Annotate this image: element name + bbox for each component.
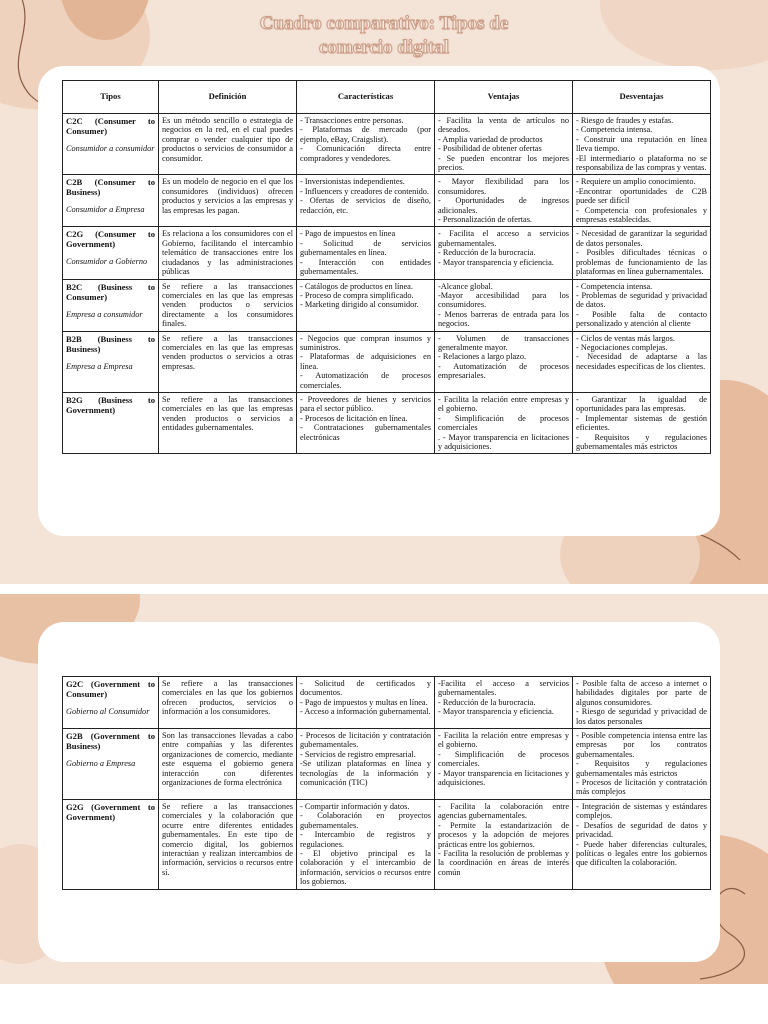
header-ventajas: Ventajas: [435, 81, 573, 114]
desventajas-item: - Posibles dificultades técnicas o problemas de funcionamiento de las plataformas en línea gubernamentales.: [576, 248, 707, 277]
ventajas-item: - Facilita la relación entre empresas y el gobierno.: [438, 731, 569, 750]
ventajas-item: - Mayor transparencia y eficiencia.: [438, 707, 554, 717]
desventajas-item: - Posible falta de acceso a internet o habilidades digitales por parte de algunos consumidores.: [576, 679, 707, 707]
ventajas-item: - Facilita la colaboración entre agencias gubernamentales.: [438, 801, 569, 821]
type-cell: [63, 114, 159, 175]
ventajas-cell: [435, 392, 573, 453]
caracteristicas-item: - Transacciones entre personas.: [300, 116, 404, 125]
ventajas-item: - Permite la estandarización de procesos y la adopción de mejores prácticas entre los gobiernos.: [438, 820, 569, 849]
table-row: [63, 392, 711, 453]
caracteristicas-cell: [297, 392, 435, 453]
desventajas-item: - Posible falta de contacto personalizado y atención al cliente: [576, 309, 707, 329]
caracteristicas-cell: [297, 331, 435, 392]
desventajas-item: - Desafíos de seguridad de datos y privacidad.: [576, 820, 707, 840]
definition-cell: Son las transacciones llevadas a cabo entre compañías y las diferentes organizaciones de comercio, mediante este esquema el gobierno genera interacción con diferentes organizaciones de forma electrónica: [159, 729, 297, 800]
caracteristicas-item: - Comunicación directa entre compradores y vendedores.: [300, 144, 431, 163]
desventajas-cell: [573, 677, 711, 729]
ventajas-item: -Alcance global.: [438, 281, 493, 291]
ventajas-cell: [435, 279, 573, 331]
caracteristicas-item: - Intercambio de registros y regulaciones.: [300, 830, 431, 849]
caracteristicas-cell: [297, 114, 435, 175]
comparison-table-2: [62, 676, 711, 890]
ventajas-item: - Personalización de ofertas.: [438, 215, 532, 225]
ventajas-item: . - Mayor transparencia en licitaciones y adquisiciones.: [438, 432, 569, 451]
definition-cell: Es relaciona a los consumidores con el Gobierno, facilitando el intercambio telemático de transacciones entre los ciudadanos y las administraciones públicas: [159, 227, 297, 279]
caracteristicas-item: - Procesos de licitación y contratación gubernamentales.: [300, 731, 431, 750]
caracteristicas-item: - Influencers y creadores de contenido.: [300, 186, 430, 196]
desventajas-item: - Necesidad de adaptarse a las necesidades específicas de los clientes.: [576, 352, 707, 371]
desventajas-item: - Problemas de seguridad y privacidad de datos.: [576, 290, 707, 310]
page-title: [0, 12, 768, 60]
caracteristicas-item: - Colaboración en proyectos gubernamentales.: [300, 811, 431, 830]
type-name: G2B (Government to Business): [66, 731, 155, 752]
desventajas-cell: [573, 114, 711, 175]
ventajas-item: - Facilita la resolución de problemas y la coordinación en áreas de interés común: [438, 848, 569, 877]
caracteristicas-item: - Negocios que compran insumos y suministros.: [300, 333, 431, 352]
desventajas-item: - Puede haber diferencias culturales, políticas o legales entre los gobiernos que dificulten la colaboración.: [576, 839, 707, 868]
table-row: [63, 729, 711, 800]
desventajas-cell: [573, 799, 711, 889]
caracteristicas-item: - Pago de impuestos en línea: [300, 229, 396, 239]
title-line-2: comercio digital: [319, 37, 449, 58]
ventajas-item: - Reducción de la burocracia.: [438, 697, 536, 707]
ventajas-item: - Amplia variedad de productos: [438, 134, 543, 144]
desventajas-item: - Ciclos de ventas más largos.: [576, 333, 675, 343]
table-row: [63, 114, 711, 175]
desventajas-item: - Posible competencia intensa entre las empresas por los contratos gubernamentales.: [576, 731, 707, 759]
ventajas-item: - Facilita la relación entre empresas y el gobierno.: [438, 394, 569, 414]
type-name: B2C (Business to Consumer): [66, 281, 155, 302]
caracteristicas-item: - Interacción con entidades gubernamentales.: [300, 257, 431, 277]
ventajas-cell: [435, 729, 573, 800]
desventajas-item: - Riesgo de fraudes y estafas.: [576, 116, 674, 125]
ventajas-item: - Facilita la venta de artículos no deseados.: [438, 116, 569, 135]
type-spanish-name: Consumidor a Empresa: [66, 205, 145, 215]
desventajas-item: - Negociaciones complejas.: [576, 342, 668, 352]
desventajas-item: - Construir una reputación en línea lleva tiempo.: [576, 134, 707, 154]
definition-cell: Es un modelo de negocio en el que los consumidores (individuos) ofrecen productos y servicios a las empresas y las empresas les pagan.: [159, 175, 297, 227]
definition-cell: Se refiere a las transacciones comerciales en las que los gobiernos ofrecen productos, servicios o información a los consumidores.: [159, 677, 297, 729]
caracteristicas-item: - Plataformas de adquisiciones en línea.: [300, 352, 431, 371]
caracteristicas-item: - Proveedores de bienes y servicios para el sector público.: [300, 394, 431, 414]
ventajas-item: -Mayor accesibilidad para los consumidores.: [438, 290, 569, 310]
desventajas-item: - Necesidad de garantizar la seguridad de datos personales.: [576, 229, 707, 248]
caracteristicas-item: - Solicitud de servicios gubernamentales en línea.: [300, 238, 431, 258]
caracteristicas-cell: [297, 175, 435, 227]
desventajas-item: - Garantizar la igualdad de oportunidades para las empresas.: [576, 394, 707, 414]
type-name: G2G (Government to Government): [66, 801, 155, 822]
desventajas-item: - Procesos de licitación y contratación más complejos: [576, 778, 707, 797]
caracteristicas-cell: [297, 279, 435, 331]
type-spanish-name: Gobierno al Consumidor: [66, 707, 150, 716]
header-definicion: Definición: [159, 81, 297, 114]
type-spanish-name: Gobierno a Empresa: [66, 759, 136, 769]
desventajas-cell: [573, 729, 711, 800]
caracteristicas-cell: [297, 799, 435, 889]
caracteristicas-item: - Inversionistas independientes.: [300, 177, 405, 187]
ventajas-cell: [435, 227, 573, 279]
ventajas-item: - Reducción de la burocracia.: [438, 248, 536, 258]
type-cell: [63, 331, 159, 392]
header-desventajas: Desventajas: [573, 81, 711, 114]
caracteristicas-item: - Solicitud de certificados y documentos.: [300, 679, 431, 698]
type-spanish-name: Empresa a consumidor: [66, 309, 143, 319]
type-name: B2B (Business to Business): [66, 333, 155, 354]
caracteristicas-item: - Marketing dirigido al consumidor.: [300, 300, 419, 310]
desventajas-cell: [573, 331, 711, 392]
table-row: [63, 279, 711, 331]
type-cell: [63, 279, 159, 331]
caracteristicas-item: - Plataformas de mercado (por ejemplo, eBay, Craigslist).: [300, 125, 431, 144]
header-caracteristicas: Características: [297, 81, 435, 114]
type-cell: [63, 677, 159, 729]
type-name: C2G (Consumer to Government): [66, 229, 155, 250]
desventajas-item: - Competencia intensa.: [576, 281, 653, 291]
desventajas-item: - Requisitos y regulaciones gubernamentales más estrictos: [576, 432, 707, 451]
desventajas-item: - Competencia con profesionales y empresas establecidas.: [576, 205, 707, 225]
ventajas-item: - Oportunidades de ingresos adicionales.: [438, 196, 569, 215]
definition-cell: Es un método sencillo o estrategia de negocios en la red, en el cual puedes comprar o vender cualquier tipo de productos o servicios de consumidor a consumidor.: [159, 114, 297, 175]
type-cell: [63, 175, 159, 227]
desventajas-item: - Integración de sistemas y estándares complejos.: [576, 801, 707, 821]
desventajas-item: - Competencia intensa.: [576, 125, 653, 135]
caracteristicas-cell: [297, 729, 435, 800]
desventajas-cell: [573, 279, 711, 331]
caracteristicas-item: - Catálogos de productos en línea.: [300, 281, 413, 291]
desventajas-item: -El intermediario o plataforma no se responsabiliza de las compras y ventas.: [576, 153, 707, 173]
ventajas-item: -Facilita el acceso a servicios gubernamentales.: [438, 679, 569, 698]
desventajas-item: - Implementar sistemas de gestión eficientes.: [576, 413, 707, 433]
caracteristicas-item: - Contrataciones gubernamentales electrónicas: [300, 423, 431, 442]
slide-2: [0, 594, 768, 984]
ventajas-item: - Mayor transparencia y eficiencia.: [438, 257, 554, 267]
ventajas-item: - Posibilidad de obtener ofertas: [438, 144, 542, 154]
ventajas-item: - Volumen de transacciones generalmente mayor.: [438, 333, 569, 352]
desventajas-item: - Requiere un amplio conocimiento.: [576, 177, 696, 187]
table-row: [63, 227, 711, 279]
caracteristicas-item: - Servicios de registro empresarial.: [300, 749, 416, 759]
definition-cell: Se refiere a las transacciones comerciales en las que las empresas venden productos o servicios a entidades gubernamentales.: [159, 392, 297, 453]
caracteristicas-item: - Procesos de licitación en línea.: [300, 413, 408, 423]
desventajas-cell: [573, 392, 711, 453]
ventajas-item: - Facilita el acceso a servicios gubernamentales.: [438, 229, 569, 248]
desventajas-cell: [573, 227, 711, 279]
ventajas-item: - Relaciones a largo plazo.: [438, 352, 527, 362]
type-name: B2G (Business to Government): [66, 394, 155, 415]
caracteristicas-item: - Pago de impuestos y multas en línea.: [300, 697, 428, 707]
table-row: [63, 175, 711, 227]
type-cell: [63, 729, 159, 800]
type-spanish-name: Consumidor a Gobierno: [66, 257, 148, 267]
ventajas-cell: [435, 114, 573, 175]
header-tipos: Tipos: [63, 81, 159, 114]
type-name: C2C (Consumer to Consumer): [66, 116, 155, 136]
caracteristicas-item: - Compartir información y datos.: [300, 801, 410, 811]
definition-cell: Se refiere a las transacciones comerciales en las que las empresas venden productos o servicios a otras empresas.: [159, 331, 297, 392]
desventajas-item: - Requisitos y regulaciones gubernamentales más estrictos: [576, 759, 707, 778]
ventajas-item: - Automatización de procesos empresariales.: [438, 361, 569, 381]
type-name: G2C (Government to Consumer): [66, 679, 155, 699]
caracteristicas-item: - Ofertas de servicios de diseño, redacción, etc.: [300, 196, 431, 215]
caracteristicas-cell: [297, 227, 435, 279]
type-spanish-name: Consumidor a consumidor: [66, 144, 155, 153]
caracteristicas-item: - Automatización de procesos comerciales.: [300, 371, 431, 390]
ventajas-item: - Se pueden encontrar los mejores precios.: [438, 153, 569, 173]
ventajas-item: - Mayor transparencia en licitaciones y adquisiciones.: [438, 768, 569, 788]
table-header-row: [63, 81, 711, 114]
definition-cell: Se refiere a las transacciones comerciales en las que las empresas venden productos o servicios directamente a los consumidores finales.: [159, 279, 297, 331]
table-row: [63, 799, 711, 889]
table-row: [63, 331, 711, 392]
title-line-1: Cuadro comparativo: Tipos de: [259, 13, 509, 34]
definition-cell: Se refiere a las transacciones comerciales y la colaboración que ocurre entre diferentes entidades gubernamentales. En este tipo de comercio digital, los gobiernos interactúan y realizan intercambios de información, servicios o recursos entre sí.: [159, 799, 297, 889]
comparison-table-1: [62, 80, 711, 454]
ventajas-item: - Simplificación de procesos comerciales.: [438, 749, 569, 769]
ventajas-item: - Simplificación de procesos comerciales: [438, 413, 569, 433]
ventajas-cell: [435, 799, 573, 889]
caracteristicas-item: - El objetivo principal es la colaboración y el intercambio de información, servicios o recursos entre los gobiernos.: [300, 848, 431, 887]
table-row: [63, 677, 711, 729]
ventajas-cell: [435, 175, 573, 227]
ventajas-item: - Menos barreras de entrada para los negocios.: [438, 309, 569, 329]
ventajas-cell: [435, 331, 573, 392]
desventajas-item: -Encontrar oportunidades de C2B puede ser difícil: [576, 186, 707, 206]
type-cell: [63, 227, 159, 279]
caracteristicas-item: -Se utilizan plataformas en línea y tecnologías de la información y comunicación (TIC): [300, 759, 431, 788]
type-cell: [63, 799, 159, 889]
ventajas-cell: [435, 677, 573, 729]
type-spanish-name: Empresa a Empresa: [66, 361, 133, 371]
type-cell: [63, 392, 159, 453]
desventajas-cell: [573, 175, 711, 227]
desventajas-item: - Riesgo de seguridad y privacidad de los datos personales: [576, 707, 707, 726]
caracteristicas-cell: [297, 677, 435, 729]
ventajas-item: - Mayor flexibilidad para los consumidores.: [438, 177, 569, 196]
caracteristicas-item: - Proceso de compra simplificado.: [300, 290, 414, 300]
caracteristicas-item: - Acceso a información gubernamental.: [300, 707, 431, 717]
type-name: C2B (Consumer to Business): [66, 177, 155, 198]
